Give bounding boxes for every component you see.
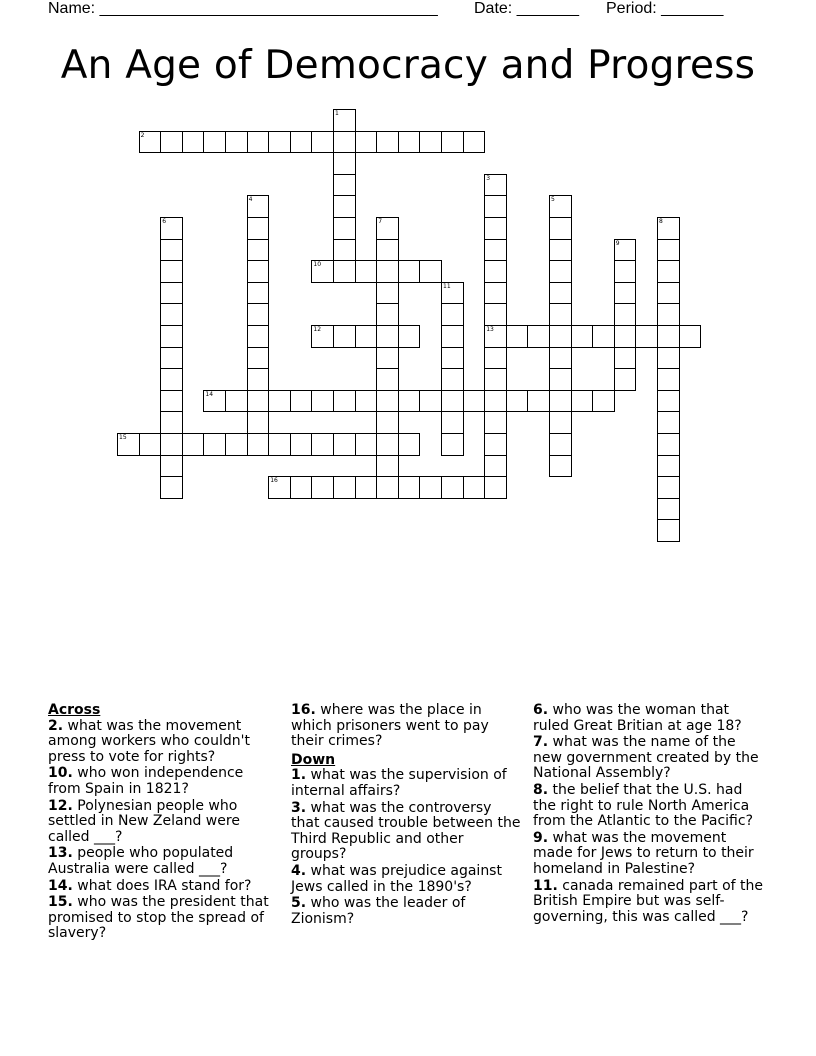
crossword-cell[interactable] xyxy=(419,390,442,413)
clue-down-6: 6. who was the woman that ruled Great Britian at age 18? xyxy=(533,702,742,734)
crossword-cell[interactable] xyxy=(549,347,572,370)
crossword-cell[interactable] xyxy=(311,476,334,499)
crossword-cell[interactable] xyxy=(506,390,529,413)
crossword-cell[interactable] xyxy=(549,325,572,348)
crossword-cell[interactable] xyxy=(290,476,313,499)
crossword-cell[interactable] xyxy=(203,433,226,456)
clue-number: 15 xyxy=(119,434,127,441)
crossword-cell[interactable] xyxy=(311,260,334,283)
crossword-cell[interactable] xyxy=(398,433,421,456)
down-heading: Down xyxy=(291,751,336,768)
crossword-cell[interactable] xyxy=(247,325,270,348)
period-field[interactable]: Period: _______ xyxy=(606,0,724,17)
crossword-cell[interactable] xyxy=(160,131,183,154)
crossword-cell[interactable] xyxy=(376,303,399,326)
name-field[interactable]: Name: ______________________________________ xyxy=(48,0,438,17)
crossword-cell[interactable] xyxy=(657,303,680,326)
crossword-cell[interactable] xyxy=(398,131,421,154)
crossword-cell[interactable] xyxy=(398,390,421,413)
crossword-cell[interactable] xyxy=(268,131,291,154)
crossword-cell[interactable] xyxy=(333,476,356,499)
crossword-cell[interactable] xyxy=(614,325,637,348)
crossword-cell[interactable] xyxy=(484,282,507,305)
crossword-cell[interactable] xyxy=(247,282,270,305)
crossword-cell[interactable] xyxy=(441,433,464,456)
clue-down-1: 1. what was the supervision of internal affairs? xyxy=(291,767,507,799)
crossword-cell[interactable] xyxy=(463,476,486,499)
crossword-cell[interactable] xyxy=(376,476,399,499)
crossword-cell[interactable] xyxy=(614,347,637,370)
clue-number: 8 xyxy=(659,218,663,225)
crossword-cell[interactable] xyxy=(160,217,183,240)
crossword-cell[interactable] xyxy=(376,368,399,391)
crossword-cell[interactable] xyxy=(657,239,680,262)
crossword-cell[interactable] xyxy=(160,433,183,456)
crossword-cell[interactable] xyxy=(484,411,507,434)
crossword-cell[interactable] xyxy=(441,282,464,305)
clue-number: 11 xyxy=(443,282,451,290)
crossword-cell[interactable] xyxy=(635,325,658,348)
crossword-cell[interactable] xyxy=(268,476,291,499)
crossword-cell[interactable] xyxy=(333,131,356,154)
crossword-cell[interactable] xyxy=(376,433,399,456)
crossword-cell[interactable] xyxy=(441,411,464,434)
crossword-cell[interactable] xyxy=(290,390,313,413)
crossword-cell[interactable] xyxy=(549,260,572,283)
crossword-cell[interactable] xyxy=(225,433,248,456)
crossword-cell[interactable] xyxy=(484,303,507,326)
clue-down-9: 9. what was the movement made for Jews to return to their homeland in Palestine? xyxy=(533,829,754,877)
across-heading: Across xyxy=(48,702,101,718)
crossword-cell[interactable] xyxy=(657,455,680,478)
crossword-cell[interactable] xyxy=(376,411,399,434)
crossword-cell[interactable] xyxy=(484,390,507,413)
clue-number: 12 xyxy=(313,326,322,333)
clue-number: 2 xyxy=(140,131,145,139)
crossword-cell[interactable] xyxy=(657,282,680,305)
crossword-cell[interactable] xyxy=(614,368,637,391)
crossword-cell[interactable] xyxy=(549,390,572,413)
crossword-cell[interactable] xyxy=(225,390,248,413)
crossword-cell[interactable] xyxy=(657,325,680,348)
crossword-cell[interactable] xyxy=(419,131,442,154)
crossword-cell[interactable] xyxy=(506,325,529,348)
crossword-cell[interactable] xyxy=(182,131,205,154)
crossword-cell[interactable] xyxy=(355,325,378,348)
crossword-cell[interactable] xyxy=(484,476,507,499)
clue-number: 13 xyxy=(486,326,494,333)
crossword-cell[interactable] xyxy=(355,476,378,499)
crossword-cell[interactable] xyxy=(160,325,183,348)
crossword-cell[interactable] xyxy=(398,476,421,499)
crossword-cell[interactable] xyxy=(441,476,464,499)
crossword-cell[interactable] xyxy=(247,239,270,262)
clue-down-8: 8. the belief that the U.S. had the right to rule North America from the Atlantic to the Pacific? xyxy=(533,781,754,830)
crossword-cell[interactable] xyxy=(247,303,270,326)
clue-number: 1 xyxy=(335,110,339,117)
crossword-cell[interactable] xyxy=(311,390,334,413)
crossword-cell[interactable] xyxy=(247,390,270,413)
crossword-cell[interactable] xyxy=(419,476,442,499)
crossword-cell[interactable] xyxy=(376,217,399,240)
crossword-cell[interactable] xyxy=(549,368,572,391)
clue-number: 9 xyxy=(615,239,620,247)
crossword-cell[interactable] xyxy=(376,239,399,262)
crossword-cell[interactable] xyxy=(160,282,183,305)
crossword-cell[interactable] xyxy=(657,260,680,283)
crossword-cell[interactable] xyxy=(657,390,680,413)
crossword-cell[interactable] xyxy=(311,433,334,456)
clue-across-14: 14. what does IRA stand for? xyxy=(48,877,252,894)
crossword-cell[interactable] xyxy=(311,325,334,348)
crossword-cell[interactable] xyxy=(441,325,464,348)
crossword-cell[interactable] xyxy=(139,433,162,456)
crossword-cell[interactable] xyxy=(333,217,356,240)
crossword-cell[interactable] xyxy=(355,131,378,154)
crossword-cell[interactable] xyxy=(484,455,507,478)
crossword-cell[interactable] xyxy=(549,239,572,262)
crossword-cell[interactable] xyxy=(484,239,507,262)
crossword-cell[interactable] xyxy=(160,260,183,283)
crossword-cell[interactable] xyxy=(614,260,637,283)
crossword-cell[interactable] xyxy=(355,260,378,283)
crossword-cell[interactable] xyxy=(549,217,572,240)
crossword-cell[interactable] xyxy=(376,282,399,305)
crossword-cell[interactable] xyxy=(657,217,680,240)
crossword-cell[interactable] xyxy=(463,131,486,154)
crossword-cell[interactable] xyxy=(333,195,356,218)
clues-column-3 xyxy=(533,703,763,926)
crossword-cell[interactable] xyxy=(333,239,356,262)
crossword-cell[interactable] xyxy=(484,368,507,391)
crossword-cell[interactable] xyxy=(290,433,313,456)
crossword-cell[interactable] xyxy=(657,411,680,434)
crossword-cell[interactable] xyxy=(441,368,464,391)
crossword-cell[interactable] xyxy=(614,239,637,262)
clue-across-2: 2. what was the movement among workers who couldn't press to vote for rights? xyxy=(48,717,250,765)
crossword-cell[interactable] xyxy=(484,325,507,348)
crossword-cell[interactable] xyxy=(657,368,680,391)
crossword-cell[interactable] xyxy=(247,433,270,456)
crossword-cell[interactable] xyxy=(333,325,356,348)
crossword-cell[interactable] xyxy=(160,411,183,434)
crossword-cell[interactable] xyxy=(203,131,226,154)
crossword-cell[interactable] xyxy=(484,347,507,370)
crossword-cell[interactable] xyxy=(441,390,464,413)
crossword-cell[interactable] xyxy=(247,260,270,283)
crossword-cell[interactable] xyxy=(549,455,572,478)
clue-across-16: 16. where was the place in which prisoners went to pay their crimes? xyxy=(291,702,489,750)
crossword-cell[interactable] xyxy=(657,433,680,456)
crossword-cell[interactable] xyxy=(160,455,183,478)
crossword-cell[interactable] xyxy=(549,282,572,305)
crossword-cell[interactable] xyxy=(333,433,356,456)
crossword-cell[interactable] xyxy=(247,411,270,434)
crossword-cell[interactable] xyxy=(376,390,399,413)
crossword-cell[interactable] xyxy=(549,303,572,326)
crossword-cell[interactable] xyxy=(160,303,183,326)
crossword-cell[interactable] xyxy=(268,433,291,456)
clues-column-1 xyxy=(48,703,278,943)
crossword-cell[interactable] xyxy=(549,195,572,218)
crossword-cell[interactable] xyxy=(571,325,594,348)
crossword-cell[interactable] xyxy=(160,476,183,499)
crossword-cell[interactable] xyxy=(225,131,248,154)
clue-number: 7 xyxy=(378,218,383,225)
crossword-cell[interactable] xyxy=(484,433,507,456)
crossword-cell[interactable] xyxy=(311,131,334,154)
clue-number: 5 xyxy=(551,196,555,204)
clue-number: 10 xyxy=(313,261,322,269)
crossword-cell[interactable] xyxy=(333,390,356,413)
crossword-cell[interactable] xyxy=(355,433,378,456)
crossword-cell[interactable] xyxy=(333,174,356,197)
crossword-cell[interactable] xyxy=(139,131,162,154)
crossword-cell[interactable] xyxy=(592,390,615,413)
clue-number: 4 xyxy=(248,196,253,204)
crossword-cell[interactable] xyxy=(160,368,183,391)
crossword-cell[interactable] xyxy=(549,433,572,456)
crossword-cell[interactable] xyxy=(333,109,356,132)
clue-across-10: 10. who won independence from Spain in 1821? xyxy=(48,765,244,797)
crossword-cell[interactable] xyxy=(571,390,594,413)
clues-column-2 xyxy=(291,703,521,928)
clue-across-12: 12. Polynesian people who settled in New Zeland were called ___? xyxy=(48,797,240,845)
crossword-cell[interactable] xyxy=(247,368,270,391)
crossword-cell[interactable] xyxy=(160,347,183,370)
crossword-cell[interactable] xyxy=(247,217,270,240)
crossword-cell[interactable] xyxy=(484,174,507,197)
crossword-cell[interactable] xyxy=(463,390,486,413)
clue-down-11: 11. canada remained part of the British Empire but was self-governing, this was called ___? xyxy=(533,877,763,925)
crossword-cell[interactable] xyxy=(549,411,572,434)
crossword-cell[interactable] xyxy=(527,390,550,413)
crossword-cell[interactable] xyxy=(592,325,615,348)
crossword-cell[interactable] xyxy=(247,131,270,154)
clue-across-13: 13. people who populated Australia were called ___? xyxy=(48,845,234,877)
crossword-cell[interactable] xyxy=(679,325,702,348)
clue-number: 14 xyxy=(205,390,214,398)
crossword-cell[interactable] xyxy=(203,390,226,413)
crossword-cell[interactable] xyxy=(441,131,464,154)
clue-down-3: 3. what was the controversy that caused trouble between the Third Republic and other groups? xyxy=(291,799,521,863)
clue-down-7: 7. what was the name of the new government created by the National Assembly? xyxy=(533,734,759,782)
crossword-cell[interactable] xyxy=(182,433,205,456)
crossword-cell[interactable] xyxy=(419,260,442,283)
crossword-cell[interactable] xyxy=(657,476,680,499)
clue-number: 16 xyxy=(270,477,278,485)
crossword-cell[interactable] xyxy=(376,455,399,478)
crossword-cell[interactable] xyxy=(657,347,680,370)
crossword-cell[interactable] xyxy=(333,152,356,175)
crossword-cell[interactable] xyxy=(614,282,637,305)
crossword-cell[interactable] xyxy=(376,347,399,370)
crossword-cell[interactable] xyxy=(657,498,680,521)
crossword-cell[interactable] xyxy=(376,325,399,348)
crossword-cell[interactable] xyxy=(484,217,507,240)
crossword-cell[interactable] xyxy=(527,325,550,348)
crossword-cell[interactable] xyxy=(290,131,313,154)
clue-number: 6 xyxy=(162,218,167,225)
crossword-cell[interactable] xyxy=(657,519,680,542)
clue-down-5: 5. who was the leader of Zionism? xyxy=(291,895,466,927)
crossword-cell[interactable] xyxy=(614,303,637,326)
clue-down-4: 4. what was prejudice against Jews called in the 1890's? xyxy=(291,862,502,895)
crossword-cell[interactable] xyxy=(333,260,356,283)
crossword-cell[interactable] xyxy=(247,347,270,370)
crossword-cell[interactable] xyxy=(441,303,464,326)
clue-number: 3 xyxy=(486,174,491,182)
crossword-cell[interactable] xyxy=(160,239,183,262)
crossword-cell[interactable] xyxy=(355,390,378,413)
page-title: An Age of Democracy and Progress xyxy=(60,43,756,88)
crossword-cell[interactable] xyxy=(376,131,399,154)
crossword-cell[interactable] xyxy=(160,390,183,413)
clue-across-15: 15. who was the president that promised to stop the spread of slavery? xyxy=(48,894,269,942)
crossword-cell[interactable] xyxy=(117,433,140,456)
crossword-cell[interactable] xyxy=(247,195,270,218)
crossword-cell[interactable] xyxy=(376,260,399,283)
crossword-cell[interactable] xyxy=(484,260,507,283)
crossword-cell[interactable] xyxy=(398,325,421,348)
crossword-cell[interactable] xyxy=(441,347,464,370)
crossword-cell[interactable] xyxy=(398,260,421,283)
crossword-cell[interactable] xyxy=(484,195,507,218)
crossword-cell[interactable] xyxy=(268,390,291,413)
date-field[interactable]: Date: _______ xyxy=(474,0,579,17)
